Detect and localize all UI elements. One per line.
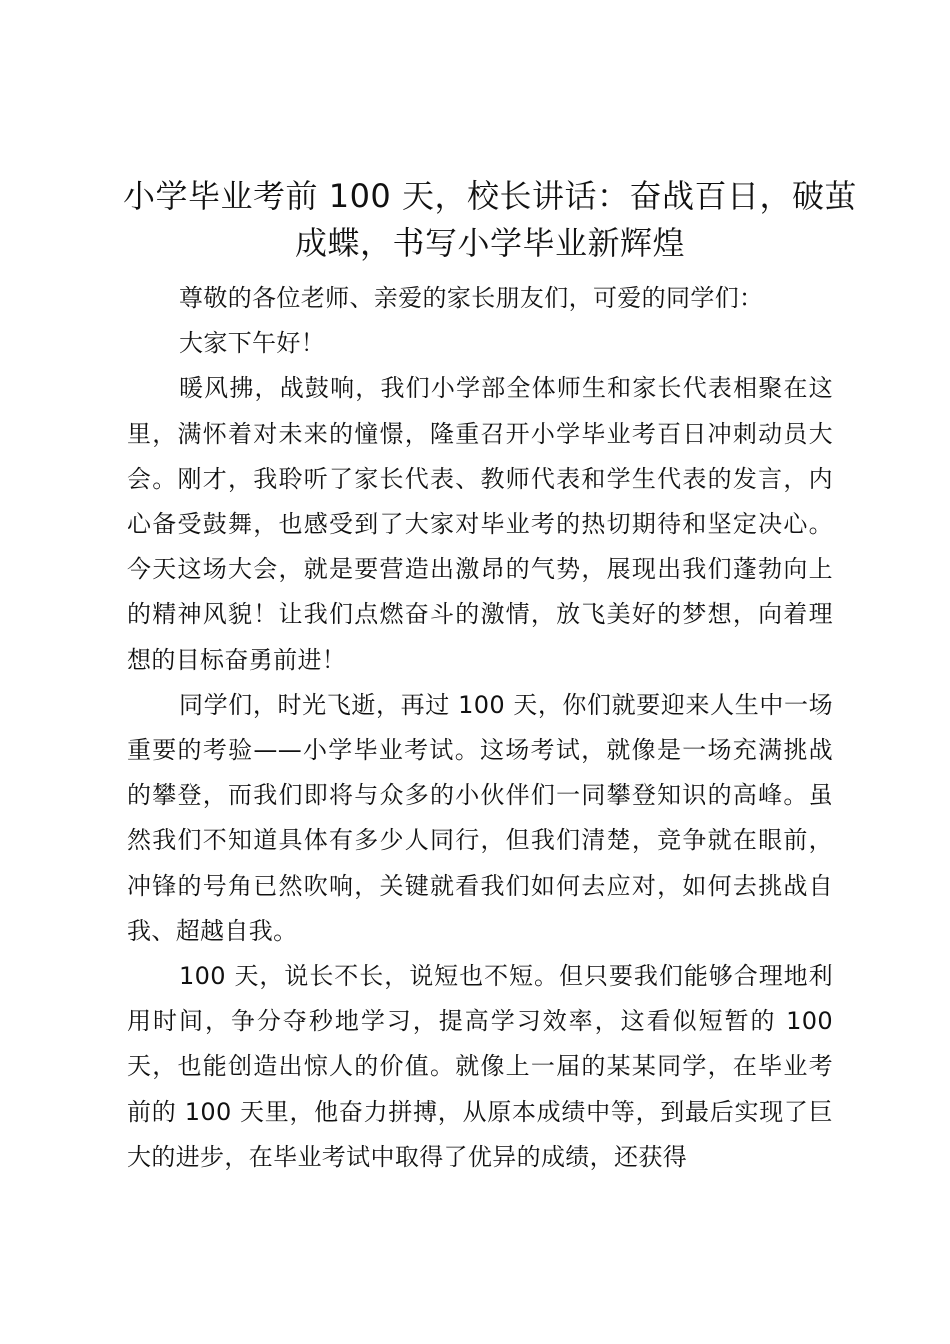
document-body [127, 276, 833, 1180]
paragraph-exam-challenge: 同学们，时光飞逝，再过 100 天，你们就要迎来人生中一场重要的考验——小学毕业考试。这场考试，就像是一场充满挑战的攀登，而我们即将与众多的小伙伴们一同攀登知识的高峰。虽然我们不知道具体有多少人同行，但我们清楚，竞争就在眼前，冲锋的号角已然吹响，关键就看我们如何去应对，如何去挑战自我、超越自我。 [127, 690, 833, 945]
paragraph-salutation: 尊敬的各位老师、亲爱的家长朋友们，可爱的同学们： [179, 284, 764, 312]
paragraph-greeting: 大家下午好！ [179, 329, 326, 358]
document-title: 小学毕业考前 100 天，校长讲话：奋战百日，破茧成蝶，书写小学毕业新辉煌 [123, 177, 857, 262]
paragraph-hundred-days: 100 天，说长不长，说短也不短。但只要我们能够合理地利用时间，争分夺秒地学习，提高学习效率，这看似短暂的 100 天，也能创造出惊人的价值。就像上一届的某某同学，在毕业考前的 100 天里，他奋力拼搏，从原本成绩中等，到最后实现了巨大的进步，在毕业考试中取得了优异的成绩，还获得 [127, 962, 833, 1171]
paragraph-opening: 暖风拂，战鼓响，我们小学部全体师生和家长代表相聚在这里，满怀着对未来的憧憬，隆重召开小学毕业考百日冲刺动员大会。刚才，我聆听了家长代表、教师代表和学生代表的发言，内心备受鼓舞，也感受到了大家对毕业考的热切期待和坚定决心。今天这场大会，就是要营造出激昂的气势，展现出我们蓬勃向上的精神风貌！让我们点燃奋斗的激情，放飞美好的梦想，向着理想的目标奋勇前进！ [127, 374, 833, 674]
